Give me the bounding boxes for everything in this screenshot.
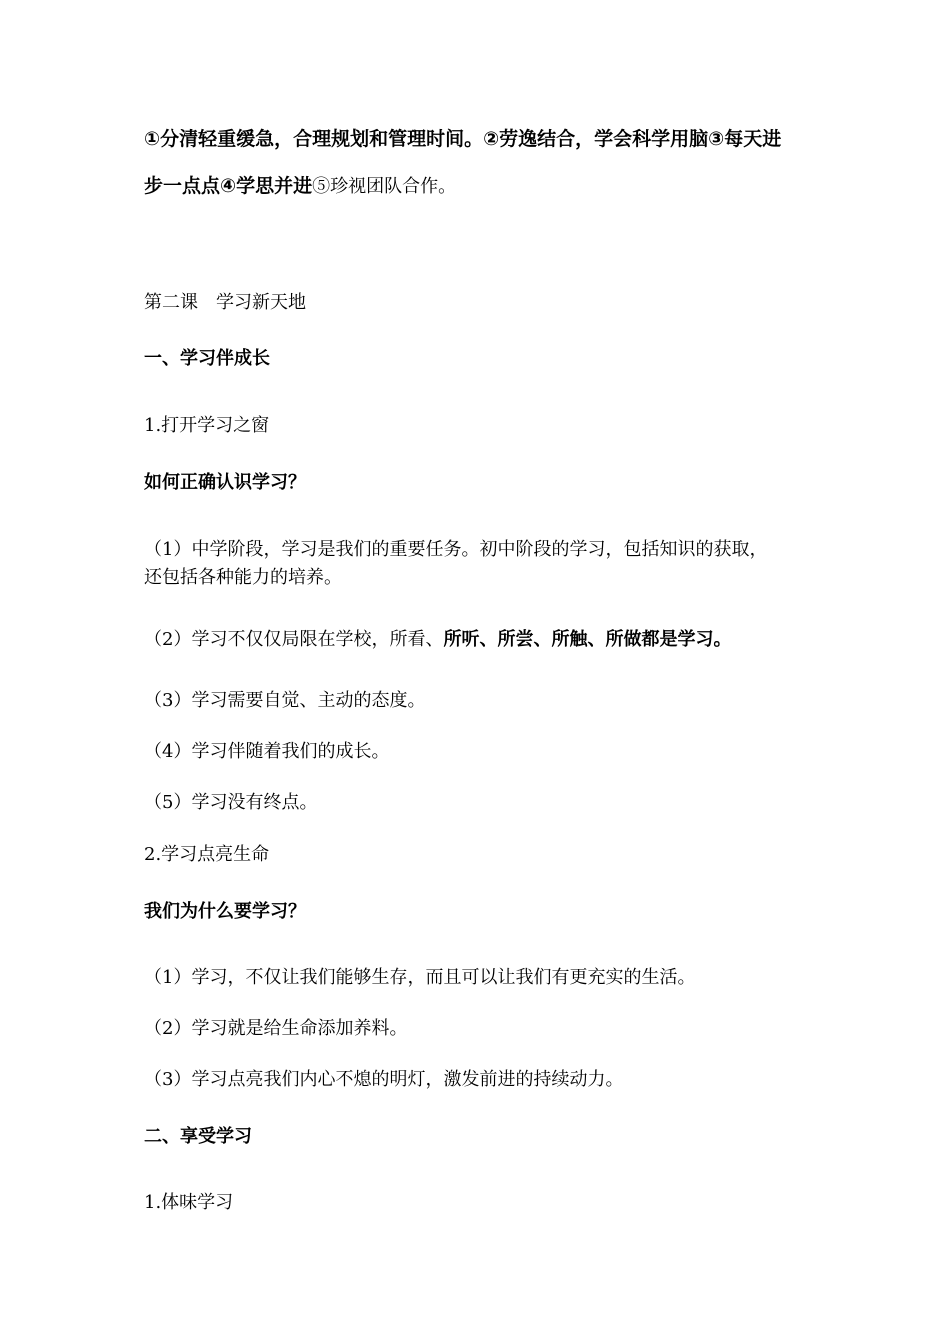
paragraph-7: （2）学习就是给生命添加养料。 [144,1018,408,1039]
section-1-heading: 一、学习伴成长 [144,348,270,369]
subsection-1-title: 1.打开学习之窗 [144,415,270,436]
subsection-2-title: 2.学习点亮生命 [144,844,270,865]
paragraph-8: （3）学习点亮我们内心不熄的明灯，激发前进的持续动力。 [144,1069,624,1090]
intro-line-2-normal: ⑤珍视团队合作。 [312,176,457,197]
section-2-heading: 二、享受学习 [144,1126,252,1147]
paragraph-2-bold: 所听、所尝、所触、所做都是学习。 [443,629,732,650]
paragraph-3: （3）学习需要自觉、主动的态度。 [144,690,426,711]
question-2: 我们为什么要学习？ [144,901,306,922]
paragraph-2-normal: （2）学习不仅仅局限在学校，所看、 [144,629,444,650]
intro-line-2 [144,174,456,199]
intro-line-1: ①分清轻重缓急，合理规划和管理时间。②劳逸结合，学会科学用脑③每天进 [144,128,782,150]
paragraph-5: （5）学习没有终点。 [144,792,318,813]
paragraph-4: （4）学习伴随着我们的成长。 [144,741,390,762]
question-1: 如何正确认识学习？ [144,472,306,493]
subsection-3-title: 1.体味学习 [144,1192,234,1213]
paragraph-1-line-2: 还包括各种能力的培养。 [144,567,342,588]
paragraph-1-line-1: （1）中学阶段，学习是我们的重要任务。初中阶段的学习，包括知识的获取， [144,539,768,560]
paragraph-6: （1）学习，不仅让我们能够生存，而且可以让我们有更充实的生活。 [144,967,696,988]
paragraph-2 [144,628,731,652]
lesson-title: 第二课 学习新天地 [144,292,306,313]
intro-line-2-bold: 步一点点④学思并进 [144,175,313,197]
